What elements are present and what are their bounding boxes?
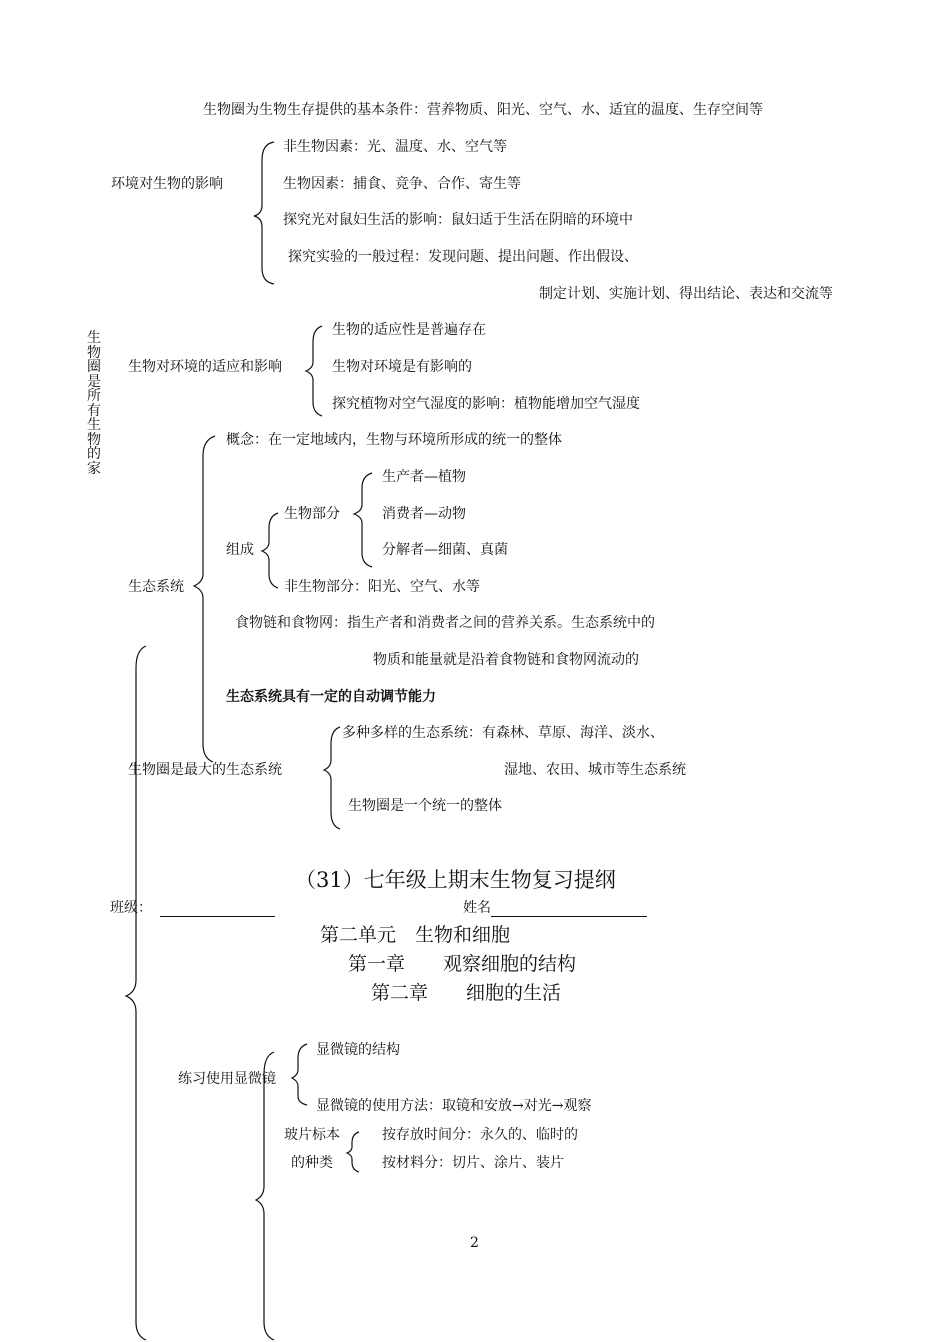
- brace-left-big: [126, 646, 146, 1340]
- adaptation-item-1: 生物的适应性是普遍存在: [332, 322, 486, 338]
- basic-conditions-text: 生物圈为生物生存提供的基本条件：营养物质、阳光、空气、水、适宜的温度、生存空间等: [203, 102, 763, 118]
- class-label: 班级：: [110, 900, 152, 916]
- name-blank: [491, 901, 647, 917]
- self-regulation-text: 生态系统具有一定的自动调节能力: [226, 689, 436, 705]
- env-influence-label: 环境对生物的影响: [111, 176, 223, 192]
- microscope-usage: 显微镜的使用方法：取镜和安放→对光→观察: [316, 1098, 592, 1114]
- brace-lower: [256, 1052, 274, 1340]
- nonbio-factors-text: 非生物因素：光、温度、水、空气等: [283, 139, 507, 155]
- decomposer-text: 分解者—细菌、真菌: [382, 542, 508, 558]
- slide-by-material: 按材料分：切片、涂片、装片: [382, 1155, 564, 1171]
- brace-slides: [347, 1132, 359, 1172]
- slide-types-label-1: 玻片标本: [284, 1127, 340, 1143]
- food-chain-line2: 物质和能量就是沿着食物链和食物网流动的: [373, 652, 639, 668]
- adaptation-label: 生物对环境的适应和影响: [128, 359, 282, 375]
- ecosystem-label: 生态系统: [128, 579, 184, 595]
- biosphere-label: 生物圈是最大的生态系统: [128, 762, 282, 778]
- nonbio-part-text: 非生物部分：阳光、空气、水等: [284, 579, 480, 595]
- adaptation-item-2: 生物对环境是有影响的: [332, 359, 472, 375]
- light-experiment-text: 探究光对鼠妇生活的影响：鼠妇适于生活在阴暗的环境中: [283, 212, 633, 228]
- producer-text: 生产者—植物: [382, 469, 466, 485]
- brace-microscope: [292, 1044, 307, 1105]
- brace-composition: [262, 513, 278, 588]
- biosphere-unity-text: 生物圈是一个统一的整体: [348, 798, 502, 814]
- name-label: 姓名: [463, 900, 491, 916]
- brace-env: [254, 142, 274, 284]
- chapter2-heading: 第二章 细胞的生活: [371, 982, 562, 1004]
- experiment-process-line2: 制定计划、实施计划、得出结论、表达和交流等: [539, 286, 833, 302]
- slide-types-label-2: 的种类: [291, 1155, 333, 1171]
- food-chain-line1: 食物链和食物网：指生产者和消费者之间的营养关系。生态系统中的: [235, 615, 655, 631]
- experiment-process-line1: 探究实验的一般过程：发现问题、提出问题、作出假设、: [288, 249, 638, 265]
- side-vertical-title: 生物圈是所有生物的家: [87, 330, 101, 477]
- adaptation-item-3: 探究植物对空气湿度的影响：植物能增加空气湿度: [332, 396, 640, 412]
- bio-factors-text: 生物因素：捕食、竞争、合作、寄生等: [283, 176, 521, 192]
- consumer-text: 消费者—动物: [382, 506, 466, 522]
- microscope-structure: 显微镜的结构: [316, 1042, 400, 1058]
- class-field: [110, 899, 275, 917]
- diverse-ecosystems-line1: 多种多样的生态系统：有森林、草原、海洋、淡水、: [342, 725, 664, 741]
- page-title: （31）七年级上期末生物复习提纲: [295, 868, 616, 892]
- unit-heading: 第二单元 生物和细胞: [320, 924, 511, 946]
- brace-ecosystem: [194, 436, 215, 762]
- name-field: [463, 899, 647, 917]
- diverse-ecosystems-line2: 湿地、农田、城市等生态系统: [504, 762, 686, 778]
- brace-biosphere: [324, 727, 340, 829]
- composition-label: 组成: [226, 542, 254, 558]
- slide-by-time: 按存放时间分：永久的、临时的: [382, 1127, 578, 1143]
- brace-adapt: [306, 326, 322, 416]
- page-number: 2: [470, 1235, 479, 1251]
- chapter1-heading: 第一章 观察细胞的结构: [348, 953, 577, 975]
- bio-part-label: 生物部分: [284, 506, 340, 522]
- brace-bio-part: [354, 473, 372, 567]
- ecosystem-concept: 概念：在一定地域内，生物与环境所形成的统一的整体: [226, 432, 562, 448]
- microscope-label: 练习使用显微镜: [178, 1071, 276, 1087]
- class-blank: [160, 901, 275, 917]
